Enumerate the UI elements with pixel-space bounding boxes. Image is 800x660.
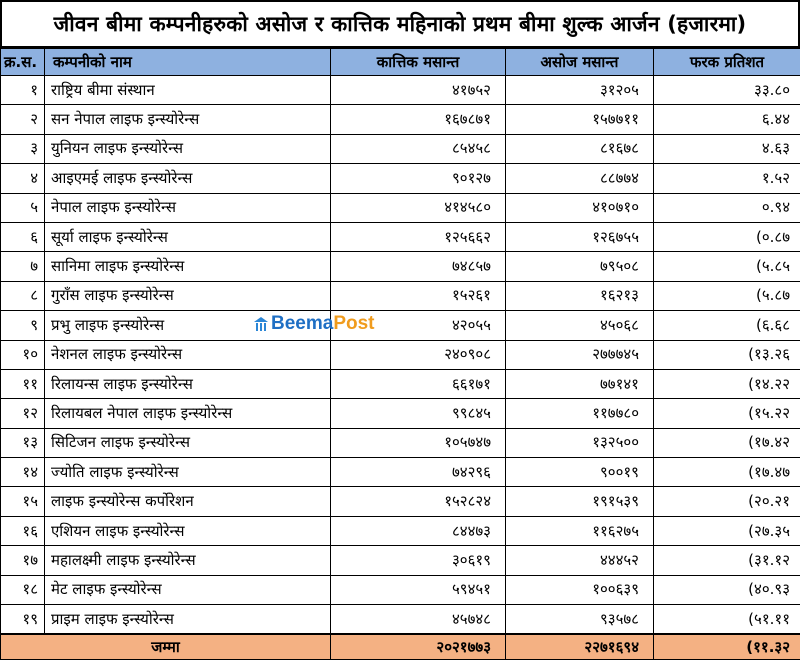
row-company-name: एशियन लाइफ इन्स्योरेन्स bbox=[45, 516, 331, 545]
table-row bbox=[1, 311, 800, 340]
watermark-part1: Beema bbox=[271, 313, 334, 334]
row-serial: ३ bbox=[1, 134, 45, 163]
row-asoj-value: २७७७४५ bbox=[506, 340, 654, 369]
table-row bbox=[1, 252, 800, 281]
row-serial: ५ bbox=[1, 193, 45, 222]
watermark-part2: Post bbox=[333, 313, 375, 334]
row-asoj-value: ८८७७४ bbox=[506, 164, 654, 193]
row-company-name: आइएमई लाइफ इन्स्योरेन्स bbox=[45, 164, 331, 193]
row-asoj-value: ९३५७८ bbox=[506, 605, 654, 635]
row-serial: १ bbox=[1, 76, 45, 105]
row-diff-percent: (३१.१२ bbox=[654, 546, 800, 575]
row-kartik-value: १६७८७१ bbox=[331, 105, 506, 134]
row-company-name: रिलायबल नेपाल लाइफ इन्स्योरेन्स bbox=[45, 399, 331, 428]
row-diff-percent: ०.९४ bbox=[654, 193, 800, 222]
row-company-name: रिलायन्स लाइफ इन्स्योरेन्स bbox=[45, 369, 331, 398]
row-company-name: सानिमा लाइफ इन्स्योरेन्स bbox=[45, 252, 331, 281]
row-asoj-value: ८१६७८ bbox=[506, 134, 654, 163]
table-body bbox=[1, 76, 800, 635]
row-serial: ११ bbox=[1, 369, 45, 398]
row-diff-percent: (५१.११ bbox=[654, 605, 800, 635]
total-row bbox=[1, 634, 800, 660]
table-row bbox=[1, 134, 800, 163]
row-asoj-value: ९००१९ bbox=[506, 458, 654, 487]
header-asoj: असोज मसान्त bbox=[506, 49, 654, 76]
table-row bbox=[1, 546, 800, 575]
total-label: जम्मा bbox=[1, 634, 331, 660]
row-diff-percent: (५.८५ bbox=[654, 252, 800, 281]
row-kartik-value: ९९८४५ bbox=[331, 399, 506, 428]
bank-icon bbox=[254, 317, 268, 331]
header-serial: क्र.स. bbox=[1, 49, 45, 76]
row-kartik-value: ४१४५८० bbox=[331, 193, 506, 222]
row-diff-percent: (१५.२२ bbox=[654, 399, 800, 428]
table-row bbox=[1, 575, 800, 604]
row-asoj-value: ३१२०५ bbox=[506, 76, 654, 105]
row-company-name: राष्ट्रिय बीमा संस्थान bbox=[45, 76, 331, 105]
row-diff-percent: १.५२ bbox=[654, 164, 800, 193]
row-kartik-value: ७४८५७ bbox=[331, 252, 506, 281]
row-asoj-value: १२६७५५ bbox=[506, 222, 654, 251]
row-asoj-value: १००६३९ bbox=[506, 575, 654, 604]
row-serial: १५ bbox=[1, 487, 45, 516]
row-asoj-value: १५७७११ bbox=[506, 105, 654, 134]
row-company-name: प्रभु लाइफ इन्स्योरेन्स bbox=[45, 311, 331, 340]
row-kartik-value: ५९४५१ bbox=[331, 575, 506, 604]
row-serial: ७ bbox=[1, 252, 45, 281]
row-diff-percent: ३३.८० bbox=[654, 76, 800, 105]
row-serial: १० bbox=[1, 340, 45, 369]
row-diff-percent: (४०.९३ bbox=[654, 575, 800, 604]
total-asoj: २२७१६९४ bbox=[506, 634, 654, 660]
row-company-name: सन नेपाल लाइफ इन्स्योरेन्स bbox=[45, 105, 331, 134]
table-row bbox=[1, 399, 800, 428]
row-diff-percent: ६.४४ bbox=[654, 105, 800, 134]
row-serial: १८ bbox=[1, 575, 45, 604]
row-diff-percent: (१४.२२ bbox=[654, 369, 800, 398]
row-serial: १४ bbox=[1, 458, 45, 487]
table-row bbox=[1, 487, 800, 516]
row-diff-percent: (५.८७ bbox=[654, 281, 800, 310]
row-kartik-value: १५२६१ bbox=[331, 281, 506, 310]
row-kartik-value: १०५७४७ bbox=[331, 428, 506, 457]
table-row bbox=[1, 516, 800, 545]
row-kartik-value: ३०६१९ bbox=[331, 546, 506, 575]
row-serial: ४ bbox=[1, 164, 45, 193]
row-kartik-value: ८४४७३ bbox=[331, 516, 506, 545]
row-diff-percent: (१७.४२ bbox=[654, 428, 800, 457]
row-asoj-value: १६२१३ bbox=[506, 281, 654, 310]
table-row bbox=[1, 428, 800, 457]
row-asoj-value: ११६२७५ bbox=[506, 516, 654, 545]
row-asoj-value: ७९५०८ bbox=[506, 252, 654, 281]
row-kartik-value: २४०९०८ bbox=[331, 340, 506, 369]
row-diff-percent: (१३.२६ bbox=[654, 340, 800, 369]
row-kartik-value: ७४२९६ bbox=[331, 458, 506, 487]
row-serial: ८ bbox=[1, 281, 45, 310]
row-kartik-value: ४१७५२ bbox=[331, 76, 506, 105]
row-company-name: ज्योति लाइफ इन्स्योरेन्स bbox=[45, 458, 331, 487]
table-row bbox=[1, 605, 800, 635]
row-asoj-value: ११७७८० bbox=[506, 399, 654, 428]
row-company-name: सिटिजन लाइफ इन्स्योरेन्स bbox=[45, 428, 331, 457]
row-diff-percent: ४.६३ bbox=[654, 134, 800, 163]
table-row bbox=[1, 340, 800, 369]
table-row bbox=[1, 369, 800, 398]
row-diff-percent: (०.८७ bbox=[654, 222, 800, 251]
row-asoj-value: १३२५०० bbox=[506, 428, 654, 457]
row-asoj-value: ४४४५२ bbox=[506, 546, 654, 575]
row-diff-percent: (२७.३५ bbox=[654, 516, 800, 545]
row-serial: १६ bbox=[1, 516, 45, 545]
row-kartik-value: ९०१२७ bbox=[331, 164, 506, 193]
row-kartik-value: १५२८२४ bbox=[331, 487, 506, 516]
row-company-name: मेट लाइफ इन्स्योरेन्स bbox=[45, 575, 331, 604]
row-serial: १९ bbox=[1, 605, 45, 635]
row-asoj-value: ४१०७१० bbox=[506, 193, 654, 222]
row-diff-percent: (२०.२१ bbox=[654, 487, 800, 516]
beemapost-watermark bbox=[254, 313, 375, 335]
row-company-name: नेपाल लाइफ इन्स्योरेन्स bbox=[45, 193, 331, 222]
page-title: जीवन बीमा कम्पनीहरुको असोज र कात्तिक महिनाको प्रथम बीमा शुल्क आर्जन (हजारमा) bbox=[0, 0, 800, 48]
header-kartik: कात्तिक मसान्त bbox=[331, 49, 506, 76]
premium-table bbox=[0, 48, 800, 660]
row-serial: १३ bbox=[1, 428, 45, 457]
row-kartik-value: ८५४५८ bbox=[331, 134, 506, 163]
row-company-name: लाइफ इन्स्योरेन्स कर्पोरेशन bbox=[45, 487, 331, 516]
row-company-name: प्राइम लाइफ इन्स्योरेन्स bbox=[45, 605, 331, 635]
row-company-name: गुराँस लाइफ इन्स्योरेन्स bbox=[45, 281, 331, 310]
row-company-name: सूर्या लाइफ इन्स्योरेन्स bbox=[45, 222, 331, 251]
row-kartik-value: ४५७४८ bbox=[331, 605, 506, 635]
row-company-name: नेशनल लाइफ इन्स्योरेन्स bbox=[45, 340, 331, 369]
table-row bbox=[1, 76, 800, 105]
table-row bbox=[1, 281, 800, 310]
header-diff: फरक प्रतिशत bbox=[654, 49, 800, 76]
row-serial: २ bbox=[1, 105, 45, 134]
row-kartik-value: ४२०५५ bbox=[331, 311, 506, 340]
table-row bbox=[1, 164, 800, 193]
row-serial: ९ bbox=[1, 311, 45, 340]
row-kartik-value: ६६१७१ bbox=[331, 369, 506, 398]
table-header-row bbox=[1, 49, 800, 76]
table-row bbox=[1, 105, 800, 134]
row-company-name: युनियन लाइफ इन्स्योरेन्स bbox=[45, 134, 331, 163]
total-diff: (११.३२ bbox=[654, 634, 800, 660]
row-kartik-value: १२५६६२ bbox=[331, 222, 506, 251]
row-serial: १२ bbox=[1, 399, 45, 428]
row-asoj-value: ७७१४१ bbox=[506, 369, 654, 398]
header-company: कम्पनीको नाम bbox=[45, 49, 331, 76]
row-asoj-value: ४५०६८ bbox=[506, 311, 654, 340]
row-diff-percent: (६.६८ bbox=[654, 311, 800, 340]
table-row bbox=[1, 222, 800, 251]
table-row bbox=[1, 193, 800, 222]
total-kartik: २०२१७७३ bbox=[331, 634, 506, 660]
table-row bbox=[1, 458, 800, 487]
row-diff-percent: (१७.४७ bbox=[654, 458, 800, 487]
row-serial: ६ bbox=[1, 222, 45, 251]
row-company-name: महालक्ष्मी लाइफ इन्स्योरेन्स bbox=[45, 546, 331, 575]
row-serial: १७ bbox=[1, 546, 45, 575]
row-asoj-value: १९१५३९ bbox=[506, 487, 654, 516]
